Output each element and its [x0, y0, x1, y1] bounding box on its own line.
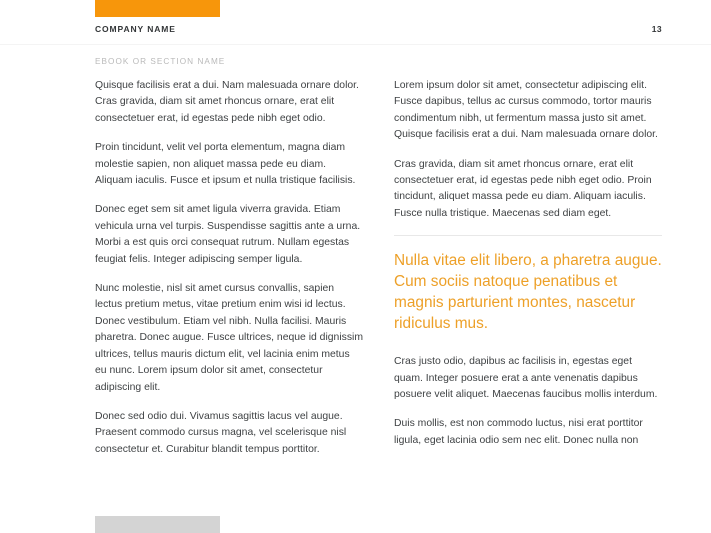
paragraph: Quisque facilisis erat a dui. Nam malesuada ornare dolor. Cras gravida, diam sit amet rhoncus ornare, erat elit consectetuer erat, id egestas pede nibh eget odio. — [95, 80, 359, 124]
page-header — [0, 24, 711, 38]
header-divider — [0, 44, 711, 45]
pullquote-heading: Nulla vitae elit libero, a pharetra augue. Cum sociis natoque penatibus et magnis parturient montes, nascetur ridiculus mus. — [394, 252, 662, 333]
pullquote-divider — [394, 235, 662, 236]
paragraph: Nunc molestie, nisl sit amet cursus convallis, sapien lectus pretium metus, vitae pretium enim wisi id lectus. Donec vestibulum. Etiam vel nibh. Nulla facilisi. Mauris pharetra. Donec augue. Fusce ultrices, neque id dignissim ultrices, tellus mauris dictum elit, vel lacinia enim metus eu nunc. Lorem ipsum dolor sit amet, consectetur adipiscing elit. — [95, 283, 363, 393]
paragraph: Cras justo odio, dapibus ac facilisis in, egestas eget quam. Integer posuere erat a ante venenatis dapibus posuere velit aliquet. Maecenas faucibus mollis interdum. — [394, 356, 658, 401]
section-name: EBOOK OR SECTION NAME — [95, 57, 226, 66]
paragraph: Cras gravida, diam sit amet rhoncus ornare, erat elit consectetuer erat, id egestas pede nibh eget odio. Proin tincidunt, aliquet massa pede eu diam. Aliquam iaculis. Fusce nulla tristique. Maecenas sed diam eget. — [394, 158, 652, 219]
brand-color-block — [95, 0, 220, 17]
footer-color-block — [95, 516, 220, 533]
paragraph: Lorem ipsum dolor sit amet, consectetur adipiscing elit. Fusce dapibus, tellus ac cursus commodo, tortor mauris condimentum nibh, ut fermentum massa justo sit amet. Quisque facilisis erat a dui. Nam malesuada ornare dolor. — [394, 80, 658, 141]
paragraph: Donec eget sem sit amet ligula viverra gravida. Etiam vehicula urna vel turpis. Suspendisse sagittis ante a urna. Morbi a est quis orci consequat rutrum. Nullam egestas feugiat felis. Integer adipiscing semper ligula. — [95, 204, 361, 265]
page-number: 13 — [651, 24, 662, 34]
paragraph: Proin tincidunt, velit vel porta elementum, magna diam molestie sapien, non aliquet massa pede eu diam. Aliquam iaculis. Fusce et ipsum et nulla tristique facilisis. — [95, 142, 356, 187]
right-column — [394, 78, 662, 462]
company-name: COMPANY NAME — [95, 24, 176, 34]
paragraph: Duis mollis, est non commodo luctus, nisi erat porttitor ligula, eget lacinia odio sem nec elit. Donec nulla non — [394, 418, 643, 446]
paragraph: Donec sed odio dui. Vivamus sagittis lacus vel augue. Praesent commodo cursus magna, vel scelerisque nisl consectetur et. Curabitur blandit tempus porttitor. — [95, 410, 347, 455]
left-column — [95, 78, 363, 471]
